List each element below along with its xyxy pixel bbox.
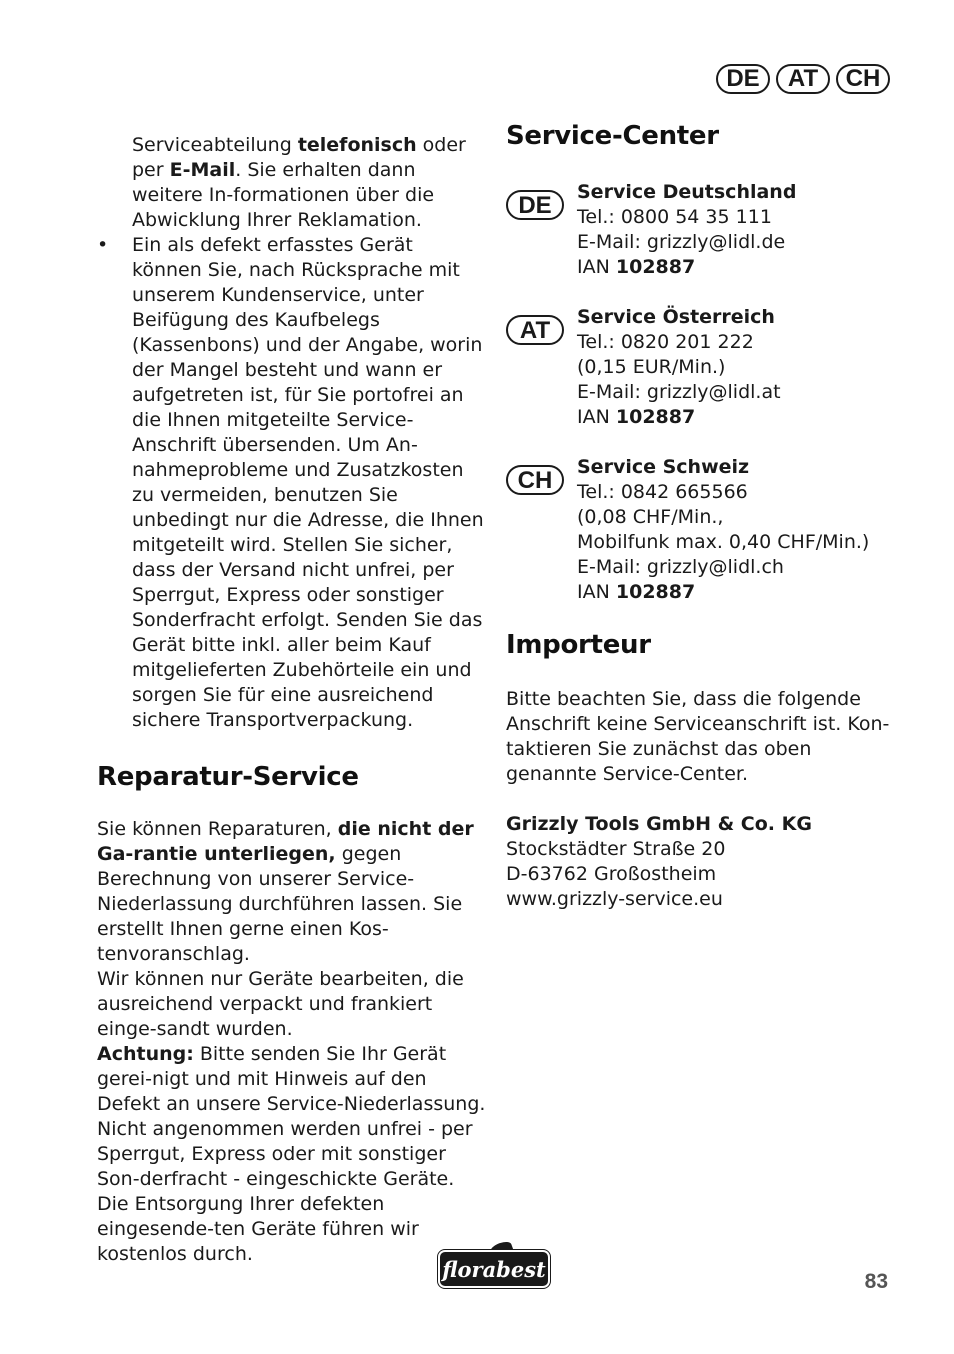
bullet-text: Ein als defekt erfasstes Gerät können Sie, nach Rücksprache mit unserem Kundenservice, unter Beifügung des Kaufbelegs (Kassenbons) und der Angabe, worin der Mangel besteht und wann er aufgetreten ist, für Sie portofrei an die Ihnen mitgeteilte Service-Anschrift übersenden. Um An-nahmeprobleme und Zusatzkosten zu vermeiden, benutzen Sie unbedingt nur die Adresse, die Ihnen mitgeteilt wird. Stellen Sie sicher, dass der Versand nicht unfrei, per Sperrgut, Express oder sonstiger Sonderfracht erfolgt. Senden Sie das Gerät bitte inkl. aller beim Kauf mitgelieferten Zubehörteile ein und sorgen Sie für eine ausreichend sichere Transportverpackung. [132, 234, 484, 731]
service-line: E-Mail: grizzly@lidl.ch [577, 556, 784, 578]
country-badges [716, 64, 890, 94]
service-title-ch: Service Schweiz [577, 456, 750, 478]
intro-bold-email: E-Mail [169, 159, 236, 181]
service-block-de [506, 180, 906, 280]
importer-text: Bitte beachten Sie, dass die folgende Anschrift keine Serviceanschrift ist. Kon-taktieren Sie zunächst das oben genannte Service-Center. [506, 688, 890, 785]
repair-p3-post: Bitte senden Sie Ihr Gerät gerei-nigt und mit Hinweis auf den Defekt an unsere Service-Niederlassung. [97, 1043, 486, 1115]
service-line: (0,15 EUR/Min.) [577, 356, 726, 378]
page-number: 83 [864, 1270, 888, 1293]
service-line: Mobilfunk max. 0,40 CHF/Min.) [577, 531, 870, 553]
florabest-logo: florabest [438, 1250, 550, 1288]
badge-ch: CH [836, 64, 890, 94]
repair-paragraph-1 [97, 817, 487, 967]
service-block-at [506, 305, 906, 430]
service-line: Tel.: 0820 201 222 [577, 331, 754, 353]
intro-mid: oder per [132, 134, 466, 181]
ian-label: IAN [577, 406, 610, 428]
service-line: Tel.: 0800 54 35 111 [577, 206, 772, 228]
intro-post: . Sie erhalten dann weitere In-formationen über die Abwicklung Ihrer Reklamation. [132, 159, 435, 231]
repair-p1-bold: die nicht der Ga-rantie unterliegen, [97, 818, 474, 865]
repair-service-heading: Reparatur-Service [97, 762, 359, 792]
repair-paragraph-2: Wir können nur Geräte bearbeiten, die ausreichend verpackt und frankiert einge-sandt wurden. [97, 968, 464, 1040]
ian-value: 102887 [615, 581, 696, 603]
website-link[interactable]: www.grizzly-service.eu [506, 888, 723, 910]
left-column [97, 133, 487, 1267]
service-line: E-Mail: grizzly@lidl.at [577, 381, 781, 403]
repair-paragraph-5: Die Entsorgung Ihrer defekten eingesende-ten Geräte führen wir kostenlos durch. [97, 1193, 419, 1265]
address-line: Stockstädter Straße 20 [506, 838, 726, 860]
service-badge-de: DE [506, 190, 564, 220]
repair-p1-post: gegen Berechnung von unserer Service-Niederlassung durchführen lassen. Sie erstellt Ihnen gerne einen Kos-tenvoranschlag. [97, 843, 463, 965]
importer-heading: Importeur [506, 630, 651, 660]
badge-at: AT [776, 64, 830, 94]
intro-paragraph [97, 133, 487, 233]
service-badge-at: AT [506, 315, 564, 345]
right-column [506, 120, 906, 912]
ian-label: IAN [577, 256, 610, 278]
service-block-ch [506, 455, 906, 605]
intro-bold-telefonisch: telefonisch [297, 134, 417, 156]
service-ian [577, 255, 906, 280]
service-center-heading: Service-Center [506, 121, 719, 151]
repair-p1-pre: Sie können Reparaturen, [97, 818, 338, 840]
ian-label: IAN [577, 581, 610, 603]
bullet-symbol: • [97, 234, 109, 256]
service-title-de: Service Deutschland [577, 181, 797, 203]
repair-p3-bold: Achtung: [97, 1043, 194, 1065]
repair-paragraph-4: Nicht angenommen werden unfrei - per Sperrgut, Express oder mit sonstiger Son-derfracht - eingeschickte Geräte. [97, 1118, 473, 1190]
repair-paragraph-3 [97, 1042, 487, 1117]
ian-value: 102887 [615, 256, 696, 278]
service-ian [577, 405, 906, 430]
badge-de: DE [716, 64, 770, 94]
address-line: D-63762 Großostheim [506, 863, 717, 885]
service-ian [577, 580, 906, 605]
bullet-item [97, 233, 487, 733]
service-line: E-Mail: grizzly@lidl.de [577, 231, 786, 253]
service-title-at: Service Österreich [577, 306, 775, 328]
company-name: Grizzly Tools GmbH & Co. KG [506, 813, 812, 835]
service-badge-ch: CH [506, 465, 564, 495]
intro-pre: Serviceabteilung [132, 134, 298, 156]
ian-value: 102887 [615, 406, 696, 428]
service-line: Tel.: 0842 665566 [577, 481, 748, 503]
service-line: (0,08 CHF/Min., [577, 506, 724, 528]
